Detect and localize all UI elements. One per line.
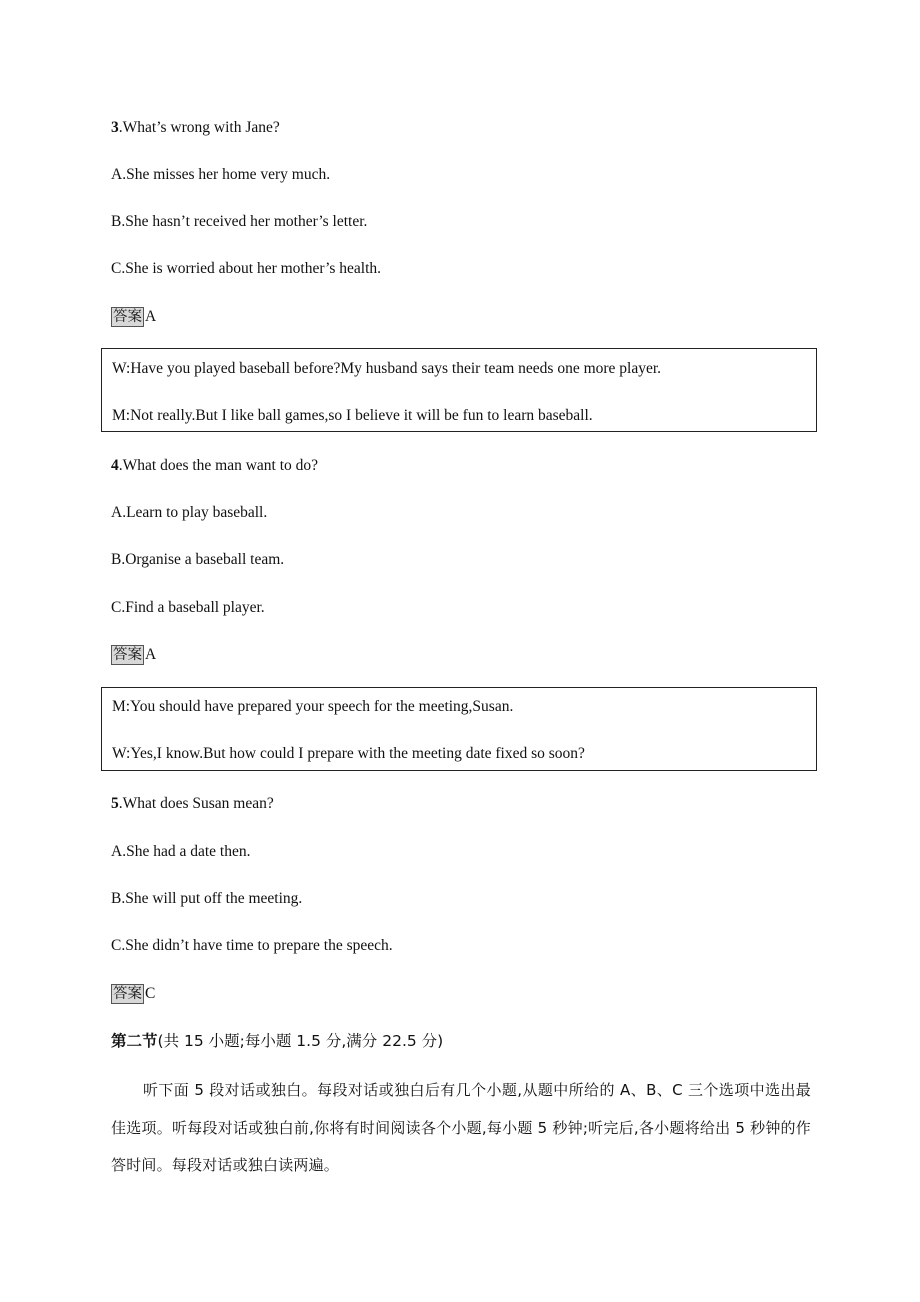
transcript-line: M:You should have prepared your speech for the meeting,Susan.	[112, 698, 514, 715]
answer-value: A	[145, 308, 157, 325]
answer-row	[111, 645, 156, 665]
section-instructions: 听下面 5 段对话或独白。每段对话或独白后有几个小题,从题中所给的 A、B、C 三个选项中选出最佳选项。听每段对话或独白前,你将有时间阅读各个小题,每小题 5 秒钟;听完后,各小题将给出 5 秒钟的作答时间。每段对话或独白读两遍。	[111, 1081, 811, 1174]
answer-row	[111, 307, 156, 327]
question-text: .What’s wrong with Jane?	[118, 119, 280, 136]
option-c: C.She is worried about her mother’s health.	[111, 260, 382, 277]
transcript-line: W:Yes,I know.But how could I prepare with the meeting date fixed so soon?	[112, 745, 585, 762]
option-b: B.She will put off the meeting.	[111, 890, 303, 907]
answer-value: A	[145, 646, 157, 663]
answer-row	[111, 984, 155, 1004]
question-number: 3	[111, 119, 119, 136]
question-3	[111, 118, 280, 138]
transcript-line: W:Have you played baseball before?My husband says their team needs one more player.	[112, 360, 662, 377]
question-5	[111, 794, 274, 814]
question-number: 5	[111, 795, 119, 812]
section-heading	[111, 1031, 443, 1051]
question-4	[111, 456, 318, 476]
section-detail: (共 15 小题;每小题 1.5 分,满分 22.5 分)	[157, 1032, 444, 1050]
section-title: 第二节	[111, 1032, 158, 1050]
option-a: A.She had a date then.	[111, 843, 251, 860]
question-text: .What does Susan mean?	[118, 795, 274, 812]
question-number: 4	[111, 457, 119, 474]
transcript-box	[101, 687, 817, 771]
answer-value: C	[145, 985, 156, 1002]
transcript-box	[101, 348, 817, 432]
option-c: C.She didn’t have time to prepare the speech.	[111, 937, 393, 954]
question-text: .What does the man want to do?	[118, 457, 319, 474]
transcript-line: M:Not really.But I like ball games,so I believe it will be fun to learn baseball.	[112, 407, 593, 424]
answer-label: 答案	[113, 986, 142, 1002]
option-b: B.Organise a baseball team.	[111, 551, 285, 568]
option-c: C.Find a baseball player.	[111, 599, 265, 616]
answer-label: 答案	[113, 647, 142, 663]
answer-label: 答案	[113, 309, 142, 325]
option-a: A.She misses her home very much.	[111, 166, 331, 183]
option-b: B.She hasn’t received her mother’s letter.	[111, 213, 368, 230]
option-a: A.Learn to play baseball.	[111, 504, 268, 521]
